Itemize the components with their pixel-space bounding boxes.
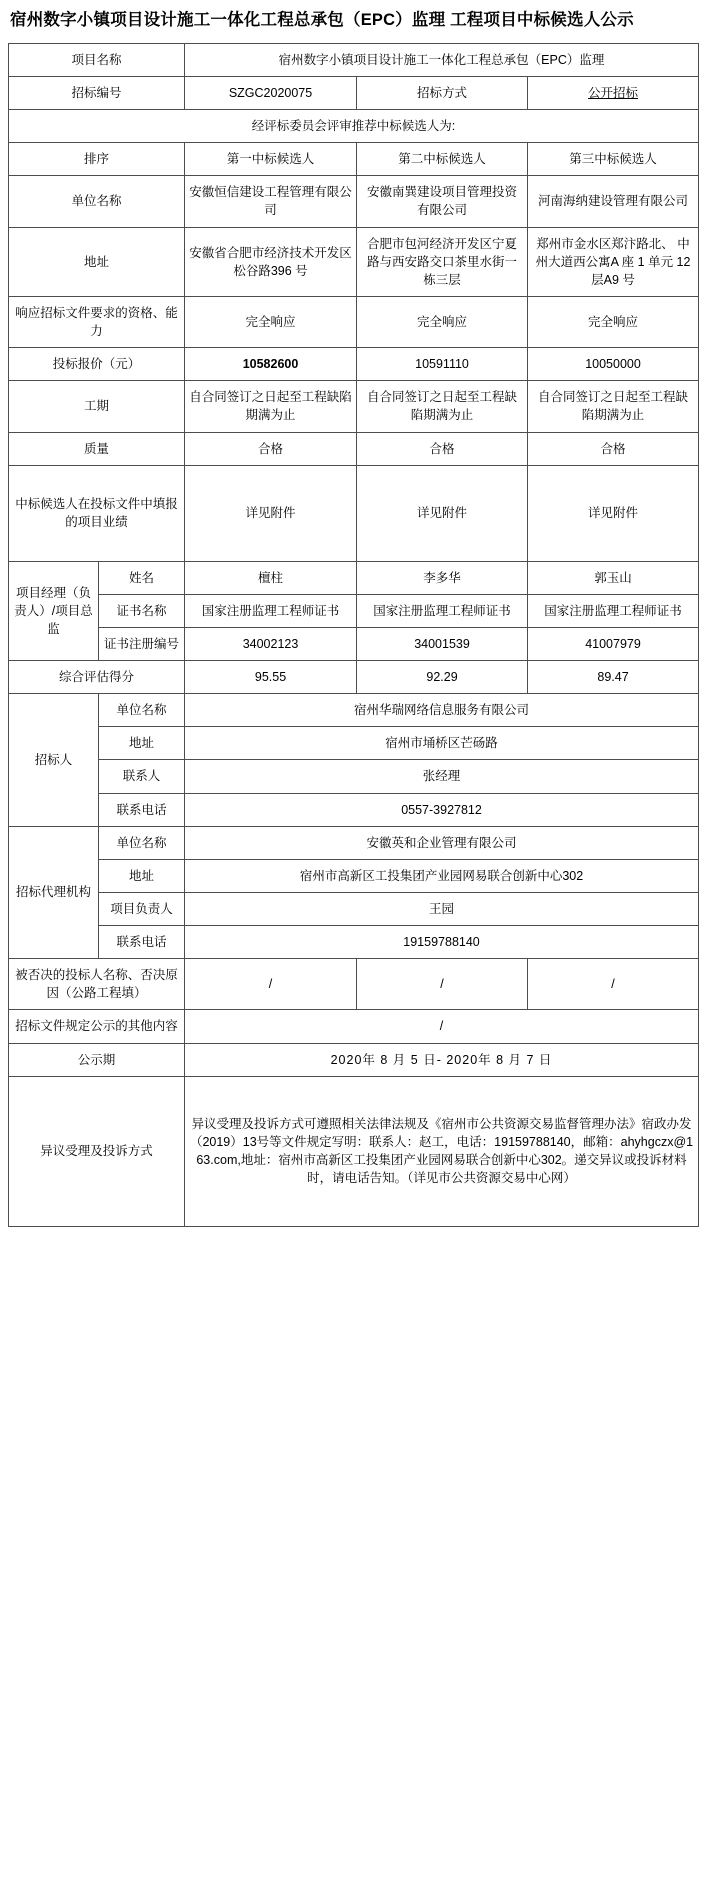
agency-address-value: 宿州市高新区工投集团产业园网易联合创新中心302 (185, 859, 699, 892)
cert-name-1: 国家注册监理工程师证书 (185, 594, 357, 627)
company-2: 安徽南巽建设项目管理投资有限公司 (357, 176, 528, 227)
rejected-value-2: / (357, 959, 528, 1010)
qualification-1: 完全响应 (185, 296, 357, 347)
rank-3-header: 第三中标候选人 (528, 143, 699, 176)
agency-manager-value: 王园 (185, 892, 699, 925)
table-row (9, 892, 699, 925)
row-label-qualification: 响应招标文件要求的资格、能力 (9, 296, 185, 347)
duration-2: 自合同签订之日起至工程缺陷期满为止 (357, 381, 528, 432)
project-name-label: 项目名称 (9, 43, 185, 76)
address-1: 安徽省合肥市经济技术开发区松谷路396 号 (185, 227, 357, 296)
rank-1-header: 第一中标候选人 (185, 143, 357, 176)
duration-1: 自合同签订之日起至工程缺陷期满为止 (185, 381, 357, 432)
other-content-value: / (185, 1010, 699, 1043)
qualification-2: 完全响应 (357, 296, 528, 347)
cert-name-label: 证书名称 (99, 594, 185, 627)
table-row (9, 43, 699, 76)
bid-price-1: 10582600 (185, 348, 357, 381)
objection-value: 异议受理及投诉方式可遵照相关法律法规及《宿州市公共资源交易监督管理办法》宿政办发（2019）13号等文件规定写明：联系人：赵工，电话：19159788140，邮箱：ahyhgczx@163.com,地址：宿州市高新区工投集团产业园网易联合创新中心302。递交异议或投诉材料时，请电话告知。（详见市公共资源交易中心网） (185, 1076, 699, 1226)
agency-company-value: 安徽英和企业管理有限公司 (185, 826, 699, 859)
row-label-company: 单位名称 (9, 176, 185, 227)
score-label: 综合评估得分 (9, 661, 185, 694)
table-row (9, 381, 699, 432)
cert-name-2: 国家注册监理工程师证书 (357, 594, 528, 627)
objection-label: 异议受理及投诉方式 (9, 1076, 185, 1226)
table-row (9, 959, 699, 1010)
rejected-label: 被否决的投标人名称、否决原因（公路工程填） (9, 959, 185, 1010)
table-row (9, 110, 699, 143)
table-row (9, 1010, 699, 1043)
performance-3: 详见附件 (528, 465, 699, 561)
table-row (9, 793, 699, 826)
table-row (9, 143, 699, 176)
tenderer-address-value: 宿州市埇桥区芒砀路 (185, 727, 699, 760)
cert-number-label: 证书注册编号 (99, 627, 185, 660)
rejected-value-3: / (528, 959, 699, 1010)
table-row (9, 561, 699, 594)
committee-note: 经评标委员会评审推荐中标候选人为: (9, 110, 699, 143)
table-row (9, 926, 699, 959)
performance-2: 详见附件 (357, 465, 528, 561)
bid-number-value: SZGC2020075 (185, 76, 357, 109)
bid-method-value: 公开招标 (528, 76, 699, 109)
address-2: 合肥市包河经济开发区宁夏路与西安路交口茶里水街一栋三层 (357, 227, 528, 296)
table-row (9, 465, 699, 561)
table-row (9, 661, 699, 694)
tenderer-contact-label: 联系人 (99, 760, 185, 793)
agency-manager-label: 项目负责人 (99, 892, 185, 925)
table-row (9, 76, 699, 109)
bid-number-label: 招标编号 (9, 76, 185, 109)
table-row (9, 227, 699, 296)
table-row (9, 627, 699, 660)
address-3: 郑州市金水区郑汴路北、 中州大道西公寓A 座 1 单元 12 层A9 号 (528, 227, 699, 296)
cert-name-3: 国家注册监理工程师证书 (528, 594, 699, 627)
table-row (9, 296, 699, 347)
announcement-table (8, 43, 699, 1227)
quality-3: 合格 (528, 432, 699, 465)
tenderer-group-label: 招标人 (9, 694, 99, 827)
table-row (9, 1043, 699, 1076)
manager-group-label: 项目经理（负责人）/项目总监 (9, 561, 99, 660)
table-row (9, 1076, 699, 1226)
rank-2-header: 第二中标候选人 (357, 143, 528, 176)
bid-price-3: 10050000 (528, 348, 699, 381)
tenderer-contact-value: 张经理 (185, 760, 699, 793)
performance-1: 详见附件 (185, 465, 357, 561)
table-row (9, 348, 699, 381)
qualification-3: 完全响应 (528, 296, 699, 347)
agency-phone-value: 19159788140 (185, 926, 699, 959)
agency-group-label: 招标代理机构 (9, 826, 99, 959)
company-1: 安徽恒信建设工程管理有限公司 (185, 176, 357, 227)
tenderer-company-value: 宿州华瑞网络信息服务有限公司 (185, 694, 699, 727)
score-1: 95.55 (185, 661, 357, 694)
row-label-bid-price: 投标报价（元） (9, 348, 185, 381)
row-label-duration: 工期 (9, 381, 185, 432)
table-row (9, 432, 699, 465)
agency-address-label: 地址 (99, 859, 185, 892)
manager-name-2: 李多华 (357, 561, 528, 594)
quality-2: 合格 (357, 432, 528, 465)
table-row (9, 760, 699, 793)
score-3: 89.47 (528, 661, 699, 694)
other-content-label: 招标文件规定公示的其他内容 (9, 1010, 185, 1043)
period-label: 公示期 (9, 1043, 185, 1076)
table-row (9, 727, 699, 760)
cert-number-2: 34001539 (357, 627, 528, 660)
table-row (9, 176, 699, 227)
page-title: 宿州数字小镇项目设计施工一体化工程总承包（EPC）监理 工程项目中标候选人公示 (10, 11, 634, 29)
tenderer-address-label: 地址 (99, 727, 185, 760)
row-label-quality: 质量 (9, 432, 185, 465)
table-row (9, 859, 699, 892)
table-row (9, 594, 699, 627)
tenderer-phone-label: 联系电话 (99, 793, 185, 826)
period-value: 2020年 8 月 5 日- 2020年 8 月 7 日 (185, 1043, 699, 1076)
score-2: 92.29 (357, 661, 528, 694)
tenderer-phone-value: 0557-3927812 (185, 793, 699, 826)
tenderer-company-label: 单位名称 (99, 694, 185, 727)
agency-phone-label: 联系电话 (99, 926, 185, 959)
rejected-value-1: / (185, 959, 357, 1010)
table-row (9, 694, 699, 727)
cert-number-1: 34002123 (185, 627, 357, 660)
project-name-value: 宿州数字小镇项目设计施工一体化工程总承包（EPC）监理 (185, 43, 699, 76)
manager-name-label: 姓名 (99, 561, 185, 594)
manager-name-1: 檀柱 (185, 561, 357, 594)
row-label-performance: 中标候选人在投标文件中填报的项目业绩 (9, 465, 185, 561)
duration-3: 自合同签订之日起至工程缺陷期满为止 (528, 381, 699, 432)
manager-name-3: 郭玉山 (528, 561, 699, 594)
table-row (9, 826, 699, 859)
agency-company-label: 单位名称 (99, 826, 185, 859)
quality-1: 合格 (185, 432, 357, 465)
rank-label: 排序 (9, 143, 185, 176)
bid-method-label: 招标方式 (357, 76, 528, 109)
cert-number-3: 41007979 (528, 627, 699, 660)
bid-price-2: 10591110 (357, 348, 528, 381)
row-label-address: 地址 (9, 227, 185, 296)
company-3: 河南海纳建设管理有限公司 (528, 176, 699, 227)
